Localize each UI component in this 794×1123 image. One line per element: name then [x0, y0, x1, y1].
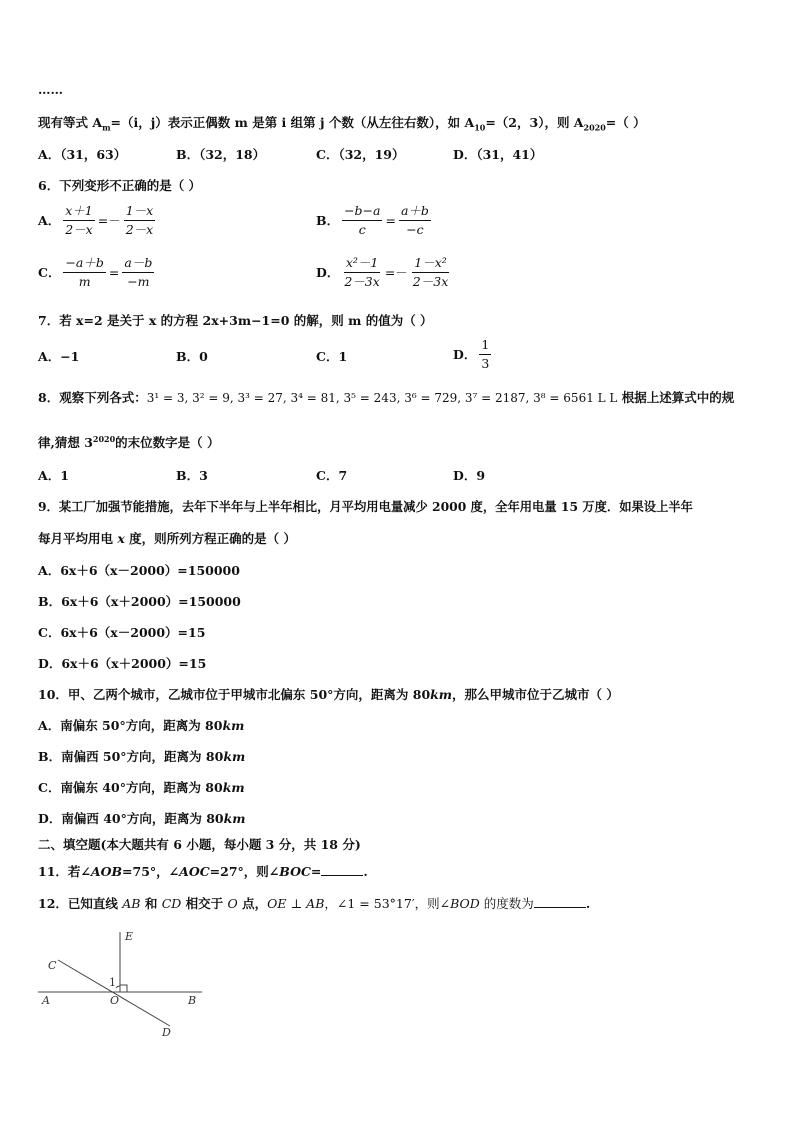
q10-option-a: A．南偏东 50°方向，距离为 80km [38, 718, 245, 733]
q7-option-c: C．1 [316, 349, 348, 364]
section-heading-fill-in: 二、填空题(本大题共有 6 小题，每小题 3 分，共 18 分) [38, 837, 361, 852]
intro-line: 现有等式 $A_m=(i$，j）表示正偶数 m 是第 i 组第 j 个数（从左往右数），如 $A_{10}=(2$，3），则 $A_{2020}=$（ ） [38, 115, 646, 133]
q7-option-b: B．0 [176, 349, 208, 364]
q12-answer-blank[interactable] [534, 907, 586, 908]
q10-stem: 10．甲、乙两个城市，乙城市位于甲城市北偏东 50°方向，距离为 80km，那么甲城市位于乙城市（ ） [38, 687, 619, 702]
q9-option-d: D．6x＋6（x＋2000）=15 [38, 656, 207, 671]
q9-stem-line1: 9．某工厂加强节能措施，去年下半年与上半年相比，月平均用电量减少 2000 度，全年用电量 15 万度．如果设上半年 [38, 499, 693, 514]
q6-option-b: B． $\frac{-b-a}{c}$ = $\frac{a+b}{-c}$ [316, 203, 429, 237]
q7-option-a: A．−1 [38, 349, 80, 364]
q5-option-a: A．（31，63） [38, 147, 127, 162]
q10-option-d: D．南偏西 40°方向，距离为 80km [38, 811, 246, 826]
geometry-figure [30, 922, 220, 1042]
line-cd [58, 960, 170, 1026]
q6-stem: 6．下列变形不正确的是（ ） [38, 178, 202, 193]
label-a: A [42, 994, 50, 1007]
q5-option-c: C．（32，19） [316, 147, 405, 162]
q12-stem: 12．已知直线 AB 和 CD 相交于 O 点，OE ⊥ AB，∠1 = 53°17′，则∠BOD 的度数为 . [38, 896, 591, 911]
q10-option-b: B．南偏西 50°方向，距离为 80km [38, 749, 246, 764]
q6-option-d: D． $\frac{\text{x²－1}}{2-3x}$ =－ $\frac{\text{1－x²}}{2-3x}$ [316, 255, 449, 289]
q9-option-a: A．6x＋6（x－2000）=150000 [38, 563, 240, 578]
q9-option-c: C．6x＋6（x－2000）=15 [38, 625, 206, 640]
q8-stem-line2: 律,猜想 $3^{2020}$的末位数字是（ ） [38, 434, 220, 451]
label-o: O [110, 994, 120, 1007]
q9-stem-line2: 每月平均用电 x 度，则所列方程正确的是（ ） [38, 531, 297, 546]
q8-option-b: B．3 [176, 468, 208, 483]
label-e: E [125, 930, 134, 943]
q11-answer-blank[interactable] [321, 875, 363, 876]
label-c: C [48, 959, 57, 972]
q5-option-b: B．（32，18） [176, 147, 266, 162]
q8-option-a: A．1 [38, 468, 69, 483]
q10-option-c: C．南偏东 40°方向，距离为 80km [38, 780, 245, 795]
q9-option-b: B．6x＋6（x＋2000）=150000 [38, 594, 241, 609]
ellipsis: …… [38, 82, 63, 97]
label-1: 1 [109, 976, 116, 989]
q7-option-d: D． $\frac{1}{3}$ [453, 337, 490, 371]
q7-stem: 7．若 x=2 是关于 x 的方程 2x+3m−1=0 的解，则 m 的值为（ ） [38, 313, 433, 328]
q8-option-d: D．9 [453, 468, 486, 483]
label-d: D [162, 1026, 171, 1039]
label-b: B [188, 994, 197, 1007]
q8-option-c: C．7 [316, 468, 348, 483]
q8-stem: 8．观察下列各式：3¹ = 3, 3² = 9, 3³ = 27, 3⁴ = 81, 3⁵ = 243, 3⁶ = 729, 3⁷ = 2187, 3⁸ = 6561 L L 根据上述算式中的规 [38, 390, 735, 405]
q6-option-c: C． $\frac{-a+b}{m}$ = $\frac{a-b}{-m}$ [38, 255, 153, 289]
q5-option-d: D．（31，41） [453, 147, 543, 162]
q8-powers: 3¹ = 3, 3² = 9, 3³ = 27, 3⁴ = 81, 3⁵ = 243, 3⁶ = 729, 3⁷ = 2187, 3⁸ = 6561 L L [146, 391, 618, 405]
angle-1-arc [116, 986, 120, 988]
right-angle-mark [120, 985, 127, 992]
q6-option-a: A． $\frac{x+1}{2-x}$ =－ $\frac{1-x}{2-x}$ [38, 203, 154, 237]
q11-stem: 11．若∠AOB=75°，∠AOC=27°，则∠BOC= . [38, 864, 368, 879]
